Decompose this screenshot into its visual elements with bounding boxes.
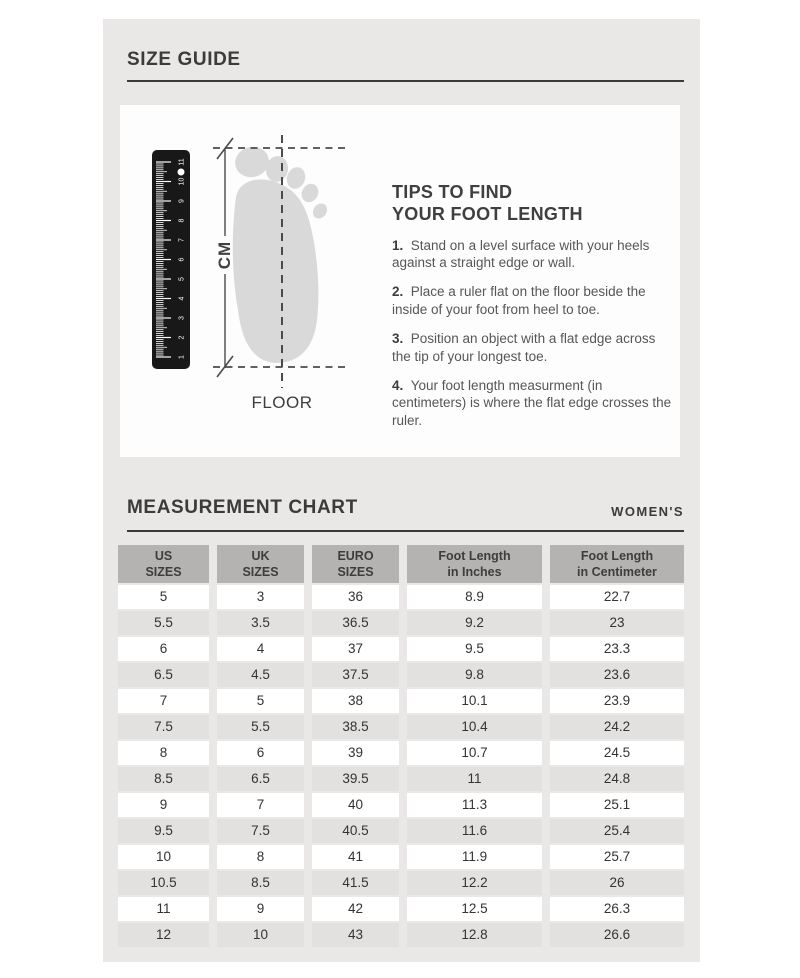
measurement-chart-title: MEASUREMENT CHART bbox=[127, 497, 358, 518]
table-cell: 3.5 bbox=[217, 611, 304, 635]
table-cell: 11.9 bbox=[407, 845, 542, 869]
table-cell: 6.5 bbox=[217, 767, 304, 791]
table-cell: 9.8 bbox=[407, 663, 542, 687]
size-guide-header bbox=[127, 49, 684, 82]
ruler-number: 3 bbox=[178, 316, 186, 320]
ruler-icon bbox=[152, 150, 190, 369]
ruler-number: 9 bbox=[178, 199, 186, 203]
table-cell: 26.3 bbox=[550, 897, 684, 921]
tip-item: 1. Stand on a level surface with your heels against a straight edge or wall. bbox=[392, 237, 650, 271]
table-cell: 37 bbox=[312, 637, 399, 661]
table-cell: 11.6 bbox=[407, 819, 542, 843]
table-cell: 7 bbox=[118, 689, 209, 713]
ruler-number: 2 bbox=[178, 335, 186, 340]
table-cell: 5.5 bbox=[118, 611, 209, 635]
column-header: UK SIZES bbox=[217, 545, 304, 583]
ruler-number: 8 bbox=[178, 218, 186, 223]
table-cell: 38.5 bbox=[312, 715, 399, 739]
table-cell: 24.5 bbox=[550, 741, 684, 765]
table-cell: 40 bbox=[312, 793, 399, 817]
table-cell: 36 bbox=[312, 585, 399, 609]
table-cell: 9.5 bbox=[407, 637, 542, 661]
table-cell: 7.5 bbox=[118, 715, 209, 739]
table-cell: 8 bbox=[118, 741, 209, 765]
size-guide-title: SIZE GUIDE bbox=[127, 49, 241, 70]
tips-section bbox=[392, 181, 672, 430]
foot-silhouette-icon bbox=[232, 143, 330, 363]
table-cell: 39 bbox=[312, 741, 399, 765]
table-cell: 6.5 bbox=[118, 663, 209, 687]
column-header: Foot Length in Inches bbox=[407, 545, 542, 583]
table-cell: 10.1 bbox=[407, 689, 542, 713]
table-cell: 23.3 bbox=[550, 637, 684, 661]
floor-label: FLOOR bbox=[251, 393, 313, 412]
table-cell: 6 bbox=[217, 741, 304, 765]
table-cell: 36.5 bbox=[312, 611, 399, 635]
table-cell: 26.6 bbox=[550, 923, 684, 947]
column-header: US SIZES bbox=[118, 545, 209, 583]
gender-label: WOMEN'S bbox=[611, 504, 684, 519]
ruler-number: 5 bbox=[178, 277, 186, 281]
table-cell: 26 bbox=[550, 871, 684, 895]
table-cell: 3 bbox=[217, 585, 304, 609]
table-cell: 11 bbox=[118, 897, 209, 921]
table-cell: 23 bbox=[550, 611, 684, 635]
table-cell: 8.5 bbox=[118, 767, 209, 791]
ruler-number: 10 bbox=[178, 177, 186, 186]
tips-list bbox=[392, 237, 672, 430]
table-cell: 11 bbox=[407, 767, 542, 791]
tip-item: 2. Place a ruler flat on the floor beside the inside of your foot from heel to toe. bbox=[392, 284, 646, 318]
table-cell: 7.5 bbox=[217, 819, 304, 843]
measuring-illustration-box bbox=[120, 105, 680, 457]
table-cell: 5 bbox=[118, 585, 209, 609]
table-cell: 12.2 bbox=[407, 871, 542, 895]
ruler-number: 4 bbox=[178, 296, 186, 301]
table-cell: 8 bbox=[217, 845, 304, 869]
table-cell: 5.5 bbox=[217, 715, 304, 739]
table-cell: 8.5 bbox=[217, 871, 304, 895]
table-cell: 40.5 bbox=[312, 819, 399, 843]
table-cell: 42 bbox=[312, 897, 399, 921]
table-cell: 25.7 bbox=[550, 845, 684, 869]
measurement-chart-header bbox=[127, 497, 684, 532]
table-cell: 10 bbox=[118, 845, 209, 869]
table-cell: 8.9 bbox=[407, 585, 542, 609]
table-cell: 41.5 bbox=[312, 871, 399, 895]
table-cell: 38 bbox=[312, 689, 399, 713]
table-cell: 23.9 bbox=[550, 689, 684, 713]
table-cell: 43 bbox=[312, 923, 399, 947]
table-cell: 37.5 bbox=[312, 663, 399, 687]
table-cell: 22.7 bbox=[550, 585, 684, 609]
table-cell: 11.3 bbox=[407, 793, 542, 817]
table-cell: 39.5 bbox=[312, 767, 399, 791]
table-cell: 23.6 bbox=[550, 663, 684, 687]
column-header: Foot Length in Centimeter bbox=[550, 545, 684, 583]
ruler-hole bbox=[178, 169, 185, 176]
column-header: EURO SIZES bbox=[312, 545, 399, 583]
size-table bbox=[118, 545, 684, 947]
ruler-number: 6 bbox=[178, 257, 186, 262]
table-cell: 6 bbox=[118, 637, 209, 661]
table-cell: 12.5 bbox=[407, 897, 542, 921]
tip-item: 4. Your foot length measurment (in centimeters) is where the flat edge crosses the ruler. bbox=[392, 377, 672, 429]
table-cell: 4 bbox=[217, 637, 304, 661]
table-cell: 25.1 bbox=[550, 793, 684, 817]
table-cell: 9.5 bbox=[118, 819, 209, 843]
tip-item: 3. Position an object with a flat edge across the tip of your longest toe. bbox=[392, 330, 656, 364]
table-cell: 24.8 bbox=[550, 767, 684, 791]
table-cell: 10.7 bbox=[407, 741, 542, 765]
table-cell: 41 bbox=[312, 845, 399, 869]
table-cell: 24.2 bbox=[550, 715, 684, 739]
size-guide-panel bbox=[103, 19, 700, 962]
table-cell: 12.8 bbox=[407, 923, 542, 947]
table-cell: 10.4 bbox=[407, 715, 542, 739]
table-cell: 9.2 bbox=[407, 611, 542, 635]
table-cell: 7 bbox=[217, 793, 304, 817]
table-cell: 5 bbox=[217, 689, 304, 713]
table-cell: 4.5 bbox=[217, 663, 304, 687]
table-cell: 12 bbox=[118, 923, 209, 947]
table-cell: 9 bbox=[118, 793, 209, 817]
cm-label: CM bbox=[215, 240, 234, 270]
ruler-number: 1 bbox=[178, 355, 186, 359]
ruler-number: 11 bbox=[178, 158, 186, 166]
table-cell: 9 bbox=[217, 897, 304, 921]
table-cell: 10 bbox=[217, 923, 304, 947]
table-cell: 10.5 bbox=[118, 871, 209, 895]
tips-title: TIPS TO FIND YOUR FOOT LENGTH bbox=[392, 182, 583, 225]
ruler-number: 7 bbox=[178, 238, 186, 242]
table-cell: 25.4 bbox=[550, 819, 684, 843]
